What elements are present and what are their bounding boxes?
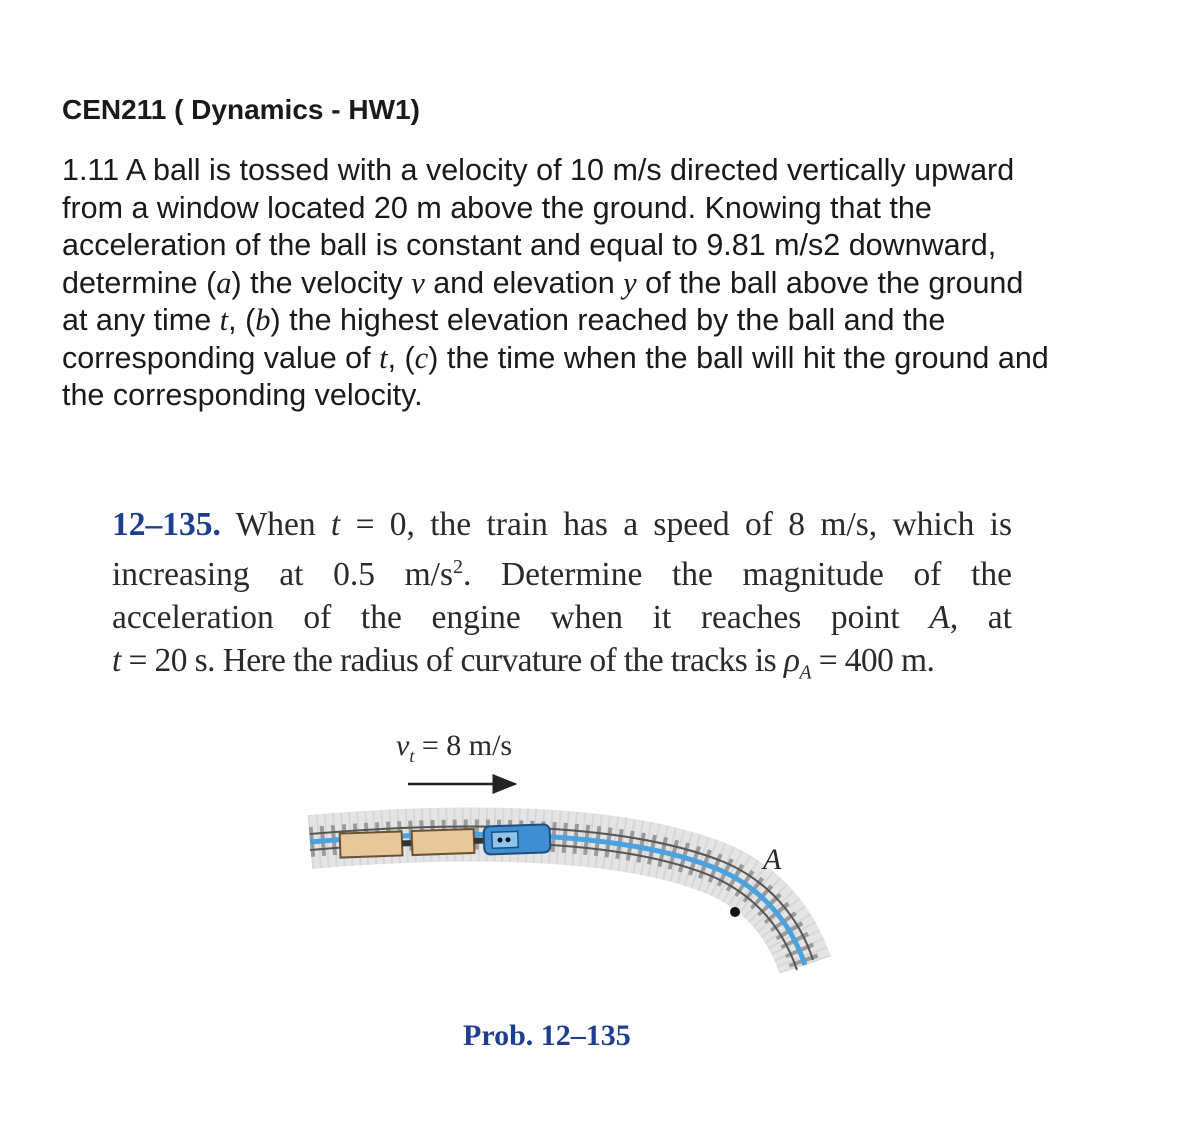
car-coupler	[474, 838, 484, 844]
engine-cab	[492, 831, 519, 848]
text-run: , at	[949, 599, 1012, 637]
var-t: t	[112, 642, 121, 680]
text-run: ) the velocity	[231, 265, 412, 300]
text-run: and elevation	[424, 265, 624, 300]
subscript: t	[409, 746, 415, 766]
text-run: When	[220, 506, 331, 543]
text-run: , (	[228, 303, 256, 337]
assignment-heading: CEN211 ( Dynamics - HW1)	[62, 94, 420, 125]
problem-1-line-7: the corresponding velocity.	[62, 378, 423, 412]
problem-1-line-2: from a window located 20 m above the ground. Knowing that the	[62, 190, 932, 225]
superscript: 2	[452, 556, 463, 578]
text-run: at any time	[62, 303, 220, 337]
var-a: a	[216, 265, 232, 300]
car-coupler	[402, 840, 412, 846]
problem-1-11	[62, 152, 1152, 415]
text-run: . Determine the magnitude of the	[462, 556, 1013, 594]
var-t: t	[219, 303, 229, 337]
point-a-marker	[730, 907, 740, 917]
problem-2-line-4	[112, 639, 1012, 695]
text-run: = 0, the train has a speed of 8 m/s, which is	[340, 506, 1012, 543]
text-run: ) the highest elevation reached by the ball and the	[270, 303, 946, 337]
text-run: = 400 m.	[810, 642, 935, 680]
problem-1-line-4	[62, 265, 1152, 303]
var-rho: ρ	[783, 642, 800, 680]
var-b: b	[255, 303, 271, 337]
text-run: = 20 s. Here the radius of curvature of the tracks is	[120, 642, 784, 680]
var-y: y	[623, 265, 637, 300]
problem-2-line-2	[112, 546, 1012, 596]
text-run: ) the time when the ball will hit the ground and	[428, 340, 1049, 375]
point-a-label: A	[763, 843, 782, 876]
problem-1-line-1: 1.11 A ball is tossed with a velocity of 10 m/s directed vertically upward	[62, 153, 1015, 187]
var-A: A	[929, 599, 950, 637]
var-t: t	[379, 340, 388, 375]
velocity-value: = 8 m/s	[414, 729, 513, 762]
problem-number: 12–135.	[112, 506, 221, 543]
train-car-2	[412, 829, 475, 855]
text-run: corresponding value of	[62, 340, 380, 375]
subscript: A	[799, 661, 811, 684]
text-run: , (	[387, 340, 415, 375]
text-run: of the ball above the ground	[636, 265, 1024, 300]
problem-2-line-3	[112, 596, 1012, 639]
problem-1-line-6	[62, 340, 1152, 378]
var-v: v	[411, 265, 425, 300]
problem-1-line-5	[62, 302, 1152, 340]
problem-2-line-1	[112, 503, 1012, 546]
figure-caption: Prob. 12–135	[463, 1019, 631, 1052]
var-c: c	[414, 340, 429, 375]
text-run: increasing at 0.5 m/s	[112, 556, 453, 594]
problem-1-line-3: acceleration of the ball is constant and equal to 9.81 m/s2 downward,	[62, 228, 997, 262]
text-run: determine (	[62, 265, 217, 300]
text-run: acceleration of the engine when it reaches point	[112, 599, 930, 637]
var-t: t	[330, 506, 341, 543]
var-v: v	[396, 729, 410, 762]
problem-12-135	[112, 503, 1012, 695]
train-car-1	[340, 831, 403, 857]
